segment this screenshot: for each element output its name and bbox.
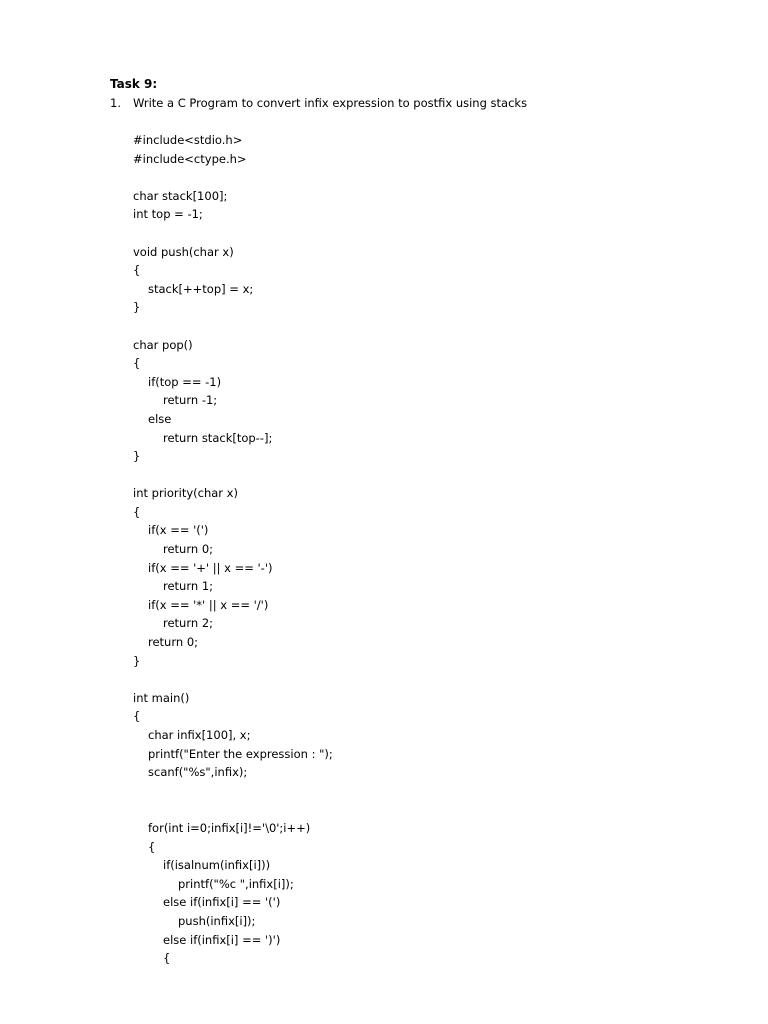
code-line: if(isalnum(infix[i])) (163, 858, 271, 873)
code-listing (133, 132, 333, 969)
code-line: printf("%c ",infix[i]); (178, 876, 294, 891)
code-line: { (133, 709, 141, 724)
code-line (133, 783, 333, 802)
task-title: Task 9: (110, 77, 158, 91)
code-line: { (133, 263, 141, 278)
code-line: push(infix[i]); (178, 913, 256, 928)
code-line (133, 225, 333, 244)
code-line: printf("Enter the expression : "); (148, 746, 333, 761)
code-line: } (133, 653, 141, 668)
code-line: if(x == '*' || x == '/') (148, 597, 269, 612)
code-line: } (133, 449, 141, 464)
code-line: char infix[100], x; (148, 728, 251, 742)
code-line: if(top == -1) (148, 374, 222, 389)
code-line: else if(infix[i] == '(') (163, 895, 281, 910)
code-line: return -1; (163, 393, 218, 408)
code-line (133, 671, 333, 690)
code-line (133, 169, 333, 188)
code-line: { (133, 504, 141, 519)
code-line: return 0; (163, 542, 214, 557)
code-line: int top = -1; (133, 207, 203, 222)
code-line: char pop() (133, 337, 193, 352)
question-text: Write a C Program to convert infix expression to postfix using stacks (133, 96, 528, 110)
question-number: 1. (110, 96, 121, 110)
code-line: int main() (133, 690, 190, 705)
code-line: for(int i=0;infix[i]!='\0';i++) (148, 820, 311, 835)
code-line: #include<stdio.h> (133, 133, 243, 147)
code-line: stack[++top] = x; (148, 281, 254, 296)
code-line: { (133, 356, 141, 371)
code-line (133, 801, 333, 820)
code-line: if(x == '+' || x == '-') (148, 560, 273, 575)
code-line: { (163, 951, 171, 966)
code-line: char stack[100]; (133, 188, 228, 203)
code-line: return 1; (163, 579, 214, 594)
code-line: scanf("%s",infix); (148, 765, 248, 780)
code-line (133, 318, 333, 337)
code-line: } (133, 300, 141, 315)
code-line: return 2; (163, 616, 214, 631)
code-line: return 0; (148, 635, 199, 650)
code-line: if(x == '(') (148, 523, 209, 538)
code-line: return stack[top--]; (163, 430, 273, 445)
code-line: int priority(char x) (133, 486, 238, 501)
code-line: #include<ctype.h> (133, 151, 247, 166)
code-line: void push(char x) (133, 244, 234, 259)
code-line: else (148, 411, 172, 426)
code-line (133, 467, 333, 486)
code-line: else if(infix[i] == ')') (163, 932, 281, 947)
code-line: { (148, 839, 156, 854)
